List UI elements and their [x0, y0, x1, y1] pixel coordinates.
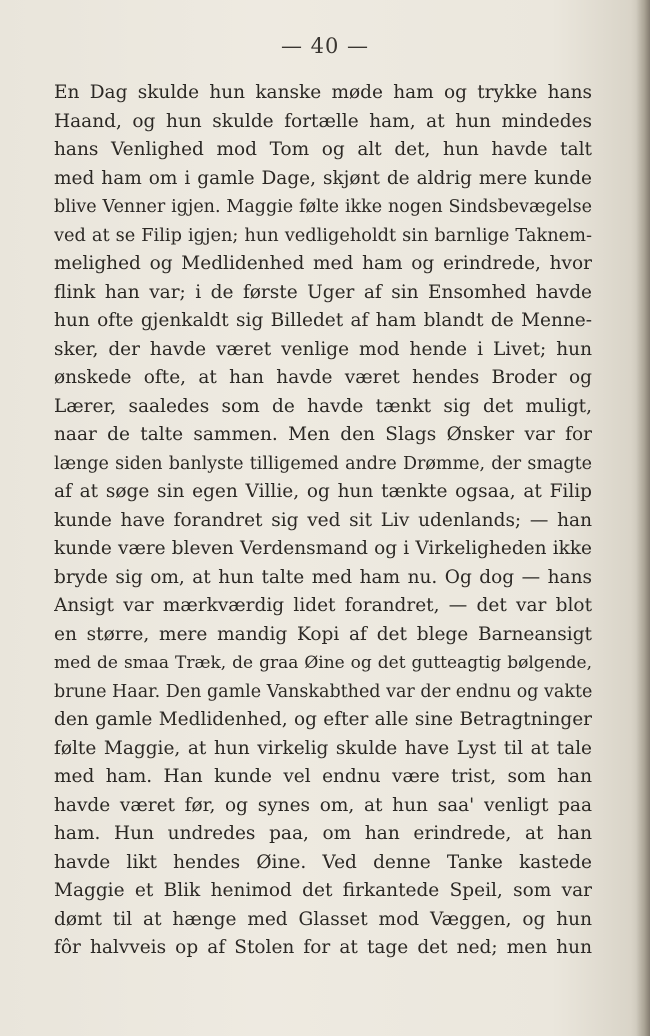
text-line: blive Venner igjen. Maggie følte ikke nogen Sindsbevægelse	[54, 197, 592, 217]
body-text	[54, 79, 592, 963]
text-line: dømt til at hænge med Glasset mod Væggen, og hun	[54, 908, 592, 930]
text-line: melighed og Medlidenhed med ham og erindrede, hvor	[54, 253, 592, 274]
text-line: Lærer, saaledes som de havde tænkt sig det muligt,	[54, 395, 592, 417]
page-edge-shadow	[636, 0, 650, 1036]
text-line: brune Haar. Den gamle Vanskabthed var der endnu og vakte	[54, 681, 592, 702]
text-line: sker, der havde været venlige mod hende i Livet; hun	[54, 338, 592, 360]
text-line: En Dag skulde hun kanske møde ham og trykke hans	[54, 82, 592, 103]
text-line: med ham om i gamle Dage, skjønt de aldrig mere kunde	[54, 167, 592, 189]
text-line: med ham. Han kunde vel endnu være trist, som han	[54, 766, 592, 787]
text-line: ham. Hun undredes paa, om han erindrede, at han	[54, 823, 592, 844]
text-line: følte Maggie, at hun virkelig skulde have Lyst til at tale	[54, 737, 592, 759]
text-line: ved at se Filip igjen; hun vedligeholdt sin barnlige Taknem-	[54, 225, 592, 246]
text-line: havde været før, og synes om, at hun saa' venligt paa	[54, 794, 592, 816]
text-line: en større, mere mandig Kopi af det blege Barneansigt	[54, 623, 592, 645]
text-line: længe siden banlyste tilligemed andre Drømme, der smagte	[54, 453, 592, 474]
text-line: Maggie et Blik henimod det firkantede Speil, som var	[54, 880, 592, 901]
text-line: af at søge sin egen Villie, og hun tænkte ogsaa, at Filip	[54, 481, 592, 502]
text-line: naar de talte sammen. Men den Slags Ønsker var for	[54, 424, 592, 445]
text-line: kunde være bleven Verdensmand og i Virkeligheden ikke	[54, 538, 592, 559]
page-number: — 40 —	[280, 34, 370, 58]
text-line: den gamle Medlidenhed, og efter alle sine Betragtninger	[54, 709, 592, 730]
text-line: med de smaa Træk, de graa Øine og det gutteagtig bølgende,	[54, 653, 592, 673]
text-line: hans Venlighed mod Tom og alt det, hun havde talt	[54, 139, 592, 160]
text-line: Ansigt var mærkværdig lidet forandret, — det var blot	[54, 595, 592, 616]
text-line: flink han var; i de første Uger af sin Ensomhed havde	[54, 281, 592, 303]
text-line: hun ofte gjenkaldt sig Billedet af ham blandt de Menne-	[54, 310, 592, 331]
text-line: havde likt hendes Øine. Ved denne Tanke kastede	[54, 851, 592, 873]
text-line: kunde have forandret sig ved sit Liv udenlands; — han	[54, 509, 592, 531]
text-line: bryde sig om, at hun talte med ham nu. Og dog — hans	[54, 566, 592, 588]
text-line: fôr halvveis op af Stolen for at tage det ned; men hun	[54, 937, 592, 958]
text-line: ønskede ofte, at han havde været hendes Broder og	[54, 367, 592, 388]
text-line: Haand, og hun skulde fortælle ham, at hun mindedes	[54, 110, 592, 132]
